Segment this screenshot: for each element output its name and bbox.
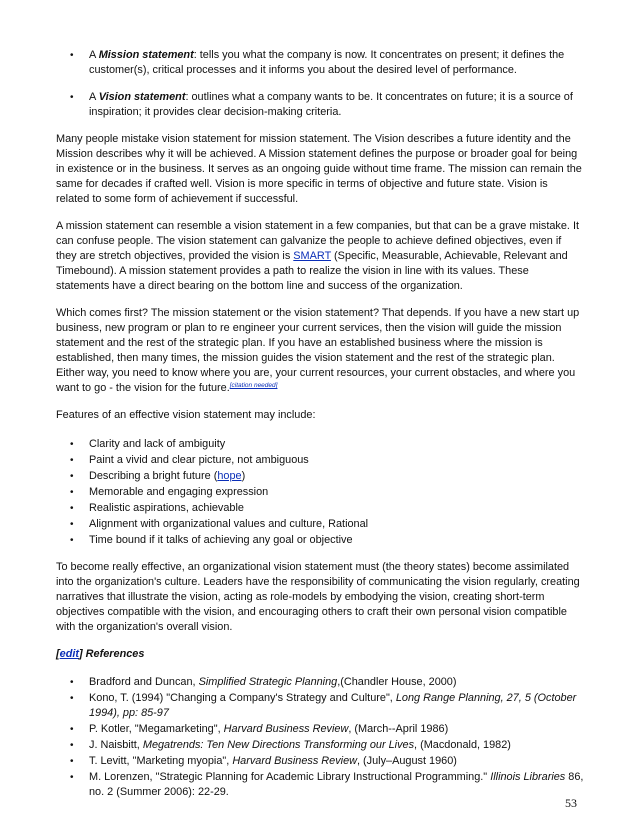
paragraph-resemblance: A mission statement can resemble a vision statement in a few companies, but that can be a grave mistake. It can confuse people. The vision statement can galvanize the people to achieve defined objectives, even if they are stretch objectives, provided the vision is SMART (Specific, Measurable, Achievable, Relevant and Timebound). A mission statement provides a path to realize the vision in line with its values. These statements have a direct bearing on the bottom line and success of the organization. [56,220,580,292]
feature-item: • Clarity and lack of ambiguity [56,437,584,452]
feature-item: • Time bound if it talks of achieving any goal or objective [56,533,584,548]
reference-item: • Bradford and Duncan, Simplified Strategic Planning,(Chandler House, 2000) [56,675,584,690]
vision-statement-term: Vision statement [98,91,186,103]
references-heading: [edit] References [56,648,145,660]
reference-item: • P. Kotler, "Megamarketing", Harvard Business Review, (March--April 1986) [56,722,584,737]
page-content [56,48,584,801]
reference-item: • J. Naisbitt, Megatrends: Ten New Directions Transforming our Lives, (Macdonald, 1982) [56,738,584,753]
vision-statement-item: • A Vision statement: outlines what a company wants to be. It concentrates on future; it is a source of inspiration; it provides clear decision-making criteria. [56,90,584,120]
feature-item: • Paint a vivid and clear picture, not ambiguous [56,453,584,468]
mission-statement-term: Mission statement [98,49,194,61]
paragraph-which-first: Which comes first? The mission statement or the vision statement? That depends. If you have a new start up business, new program or plan to re engineer your current services, then the vision will guide the mission statement and the rest of the strategic plan. If you have an established business where the mission is established, then many times, the mission guides the vision statement and the rest of the strategic plan. Either way, you need to know where you are, your current resources, your current obstacles, and where you want to go - the vision for the future.[citation needed] [56,307,580,394]
features-list [56,437,584,548]
smart-link[interactable]: SMART [293,250,332,262]
feature-item: • Alignment with organizational values and culture, Rational [56,517,584,532]
hope-link[interactable]: hope [217,470,242,482]
citation-needed-link[interactable]: [citation needed] [229,382,278,389]
reference-item: • T. Levitt, "Marketing myopia", Harvard Business Review, (July–August 1960) [56,754,584,769]
feature-item: • Memorable and engaging expression [56,485,584,500]
definitions-list [56,48,584,120]
feature-item: • Realistic aspirations, achievable [56,501,584,516]
page-number: 53 [565,796,577,810]
reference-item: • M. Lorenzen, "Strategic Planning for Academic Library Instructional Programming." Illinois Libraries 86, no. 2 (Summer 2006): 22-29. [56,770,584,800]
references-list [56,675,584,800]
paragraph-assimilation: To become really effective, an organizational vision statement must (the theory states) become assimilated into the organization's culture. Leaders have the responsibility of communicating the vision regularly, creating narratives that illustrate the vision, acting as role-models by embodying the vision, creating short-term objectives compatible with the vision, and encouraging others to craft their own personal vision compatible with the organization's overall vision. [56,561,580,633]
mission-statement-item: • A Mission statement: tells you what the company is now. It concentrates on present; it defines the customer(s), critical processes and it informs you about the desired level of performance. [56,48,584,78]
paragraph-mission-vs-vision: Many people mistake vision statement for mission statement. The Vision describes a future identity and the Mission describes why it will be achieved. A Mission statement defines the purpose or broader goal for being in existence or in the business. It serves as an ongoing guide without time frame. The mission can remain the same for decades if crafted well. Vision is more specific in terms of objective and future state. Vision is related to some form of achievement if successful. [56,133,582,205]
reference-item: • Kono, T. (1994) "Changing a Company's Strategy and Culture", Long Range Planning, 27, 5 (October 1994), pp: 85-97 [56,691,584,721]
features-intro: Features of an effective vision statement may include: [56,409,316,421]
edit-link[interactable]: edit [59,648,80,660]
feature-item-bright-future: • Describing a bright future (hope) [56,469,584,484]
references-title: References [85,648,145,660]
